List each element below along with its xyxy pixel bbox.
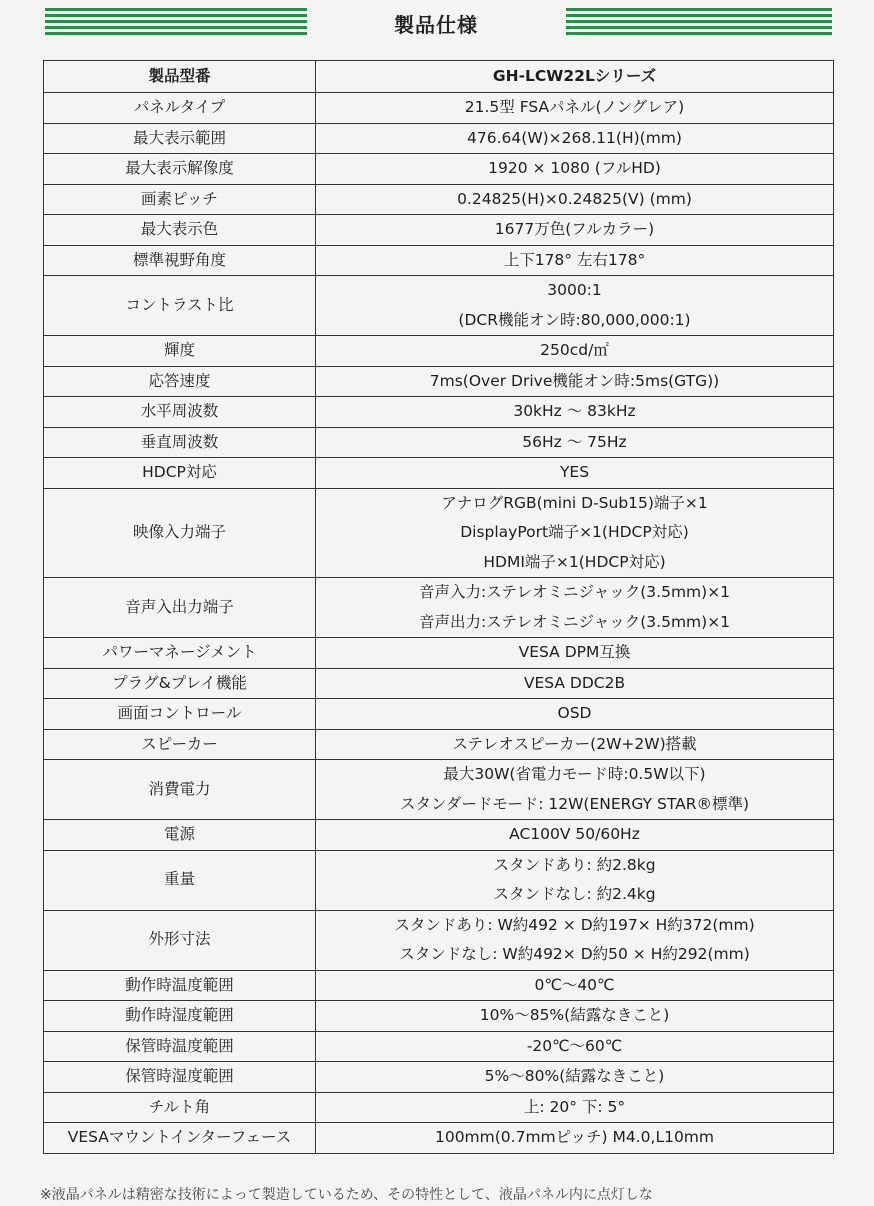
spec-value: [316, 1123, 834, 1154]
spec-row: [44, 699, 834, 730]
spec-value-line: DisplayPort端子×1(HDCP対応): [460, 523, 689, 541]
spec-label: 保管時湿度範囲: [44, 1062, 316, 1093]
spec-value-line: 30kHz ～ 83kHz: [513, 402, 636, 420]
spec-row: [44, 458, 834, 489]
spec-value: [316, 699, 834, 730]
spec-value-line: VESA DPM互換: [518, 643, 631, 661]
spec-value-line: 最大30W(省電力モード時:0.5W以下): [443, 765, 706, 783]
spec-row: [44, 184, 834, 215]
spec-value: [316, 668, 834, 699]
spec-row: [44, 1031, 834, 1062]
spec-value-line: スタンドなし: W約492× D約50 × H約292(mm): [399, 945, 750, 963]
spec-value-line: 21.5型 FSAパネル(ノングレア): [464, 98, 685, 116]
spec-value: [316, 1092, 834, 1123]
spec-value-line: AC100V 50/60Hz: [509, 825, 640, 843]
spec-row: [44, 397, 834, 428]
spec-value-line: スタンドあり: W約492 × D約197× H約372(mm): [394, 915, 755, 934]
model-number-label: 製品型番: [44, 61, 316, 93]
spec-label: VESAマウントインターフェース: [44, 1123, 316, 1154]
spec-value: [316, 578, 834, 638]
spec-value-line: スタンダードモード: 12W(ENERGY STAR®標準): [399, 794, 750, 813]
spec-value-line: 56Hz ～ 75Hz: [522, 432, 627, 451]
spec-value-line: VESA DDC2B: [523, 673, 626, 692]
spec-value-line: 0.24825(H)×0.24825(V) (mm): [457, 189, 692, 208]
spec-value-line: スタンドなし: 約2.4kg: [493, 885, 656, 903]
spec-row: [44, 93, 834, 124]
spec-value-line: YES: [559, 463, 590, 481]
spec-row: [44, 638, 834, 669]
spec-value-line: 3000:1: [547, 281, 602, 299]
header-stripe-right: [566, 8, 832, 38]
spec-value: [316, 458, 834, 489]
spec-value-line: (DCR機能オン時:80,000,000:1): [458, 310, 691, 329]
spec-label: パワーマネージメント: [44, 638, 316, 669]
spec-value: [316, 729, 834, 760]
spec-value: [316, 1031, 834, 1062]
spec-label: 映像入力端子: [44, 488, 316, 578]
spec-label: 電源: [44, 820, 316, 851]
spec-value: [316, 154, 834, 185]
spec-label: 重量: [44, 850, 316, 910]
spec-value: [316, 1062, 834, 1093]
spec-label: 最大表示範囲: [44, 123, 316, 154]
spec-row: [44, 910, 834, 970]
spec-row: [44, 276, 834, 336]
spec-value: [316, 488, 834, 578]
spec-label: 水平周波数: [44, 397, 316, 428]
spec-value: [316, 1001, 834, 1032]
spec-value: [316, 638, 834, 669]
spec-value: [316, 276, 834, 336]
spec-label: 動作時温度範囲: [44, 970, 316, 1001]
spec-value: [316, 427, 834, 458]
spec-value-line: 上下178° 左右178°: [503, 250, 646, 269]
page-title: 製品仕様: [394, 13, 478, 37]
footnote: ※液晶パネルは精密な技術によって製造しているため、その特性として、液晶パネル内に点灯しな: [40, 1187, 653, 1203]
spec-label: チルト角: [44, 1092, 316, 1123]
spec-value: [316, 850, 834, 910]
spec-label: 応答速度: [44, 366, 316, 397]
spec-row: [44, 366, 834, 397]
spec-label: コントラスト比: [44, 276, 316, 336]
spec-label: プラグ&プレイ機能: [44, 668, 316, 699]
spec-row: [44, 245, 834, 276]
spec-value-line: 7ms(Over Drive機能オン時:5ms(GTG)): [429, 371, 720, 390]
spec-value-line: 1920 × 1080 (フルHD): [488, 159, 661, 177]
spec-value-line: HDMI端子×1(HDCP対応): [483, 552, 666, 571]
spec-row: [44, 488, 834, 578]
spec-label: 音声入出力端子: [44, 578, 316, 638]
spec-value-line: 音声入力:ステレオミニジャック(3.5mm)×1: [418, 583, 731, 601]
spec-row: [44, 578, 834, 638]
spec-row: [44, 1001, 834, 1032]
spec-label: 画面コントロール: [44, 699, 316, 730]
spec-value-line: 1677万色(フルカラー): [494, 220, 655, 238]
spec-value: [316, 910, 834, 970]
spec-value: [316, 184, 834, 215]
spec-label: 画素ピッチ: [44, 184, 316, 215]
spec-row: [44, 123, 834, 154]
spec-value-line: 476.64(W)×268.11(H)(mm): [467, 128, 682, 147]
spec-value: [316, 820, 834, 851]
spec-label: 最大表示解像度: [44, 154, 316, 185]
spec-label: HDCP対応: [44, 458, 316, 489]
spec-label: 外形寸法: [44, 910, 316, 970]
spec-label: 標準視野角度: [44, 245, 316, 276]
spec-row: [44, 668, 834, 699]
spec-value: [316, 397, 834, 428]
spec-label: スピーカー: [44, 729, 316, 760]
spec-row: [44, 215, 834, 246]
spec-value-line: 0℃～40℃: [534, 975, 615, 994]
spec-value-line: -20℃～60℃: [526, 1036, 623, 1055]
spec-table: [43, 60, 834, 1154]
spec-value: [316, 366, 834, 397]
spec-value: [316, 970, 834, 1001]
spec-value-line: ステレオスピーカー(2W+2W)搭載: [452, 734, 697, 753]
spec-value-line: 100mm(0.7mmピッチ) M4.0,L10mm: [434, 1128, 715, 1146]
spec-row: [44, 760, 834, 820]
spec-row: [44, 1123, 834, 1154]
spec-label: 垂直周波数: [44, 427, 316, 458]
spec-label: 動作時湿度範囲: [44, 1001, 316, 1032]
spec-row: [44, 729, 834, 760]
spec-row: [44, 1092, 834, 1123]
spec-row: [44, 820, 834, 851]
spec-label: パネルタイプ: [44, 93, 316, 124]
spec-row: [44, 427, 834, 458]
spec-label: 消費電力: [44, 760, 316, 820]
spec-value: [316, 245, 834, 276]
spec-value: [316, 760, 834, 820]
model-number-value: GH-LCW22Lシリーズ: [316, 61, 834, 93]
spec-header-row: [44, 61, 834, 93]
spec-value-line: 5%～80%(結露なきこと): [484, 1067, 665, 1085]
header-stripe-left: [45, 8, 307, 38]
spec-label: 輝度: [44, 336, 316, 367]
spec-value-line: 10%～85%(結露なきこと): [479, 1006, 670, 1024]
spec-label: 保管時温度範囲: [44, 1031, 316, 1062]
spec-label: 最大表示色: [44, 215, 316, 246]
spec-value-line: アナログRGB(mini D-Sub15)端子×1: [441, 493, 708, 512]
spec-value-line: 音声出力:ステレオミニジャック(3.5mm)×1: [418, 612, 731, 631]
spec-row: [44, 1062, 834, 1093]
spec-row: [44, 850, 834, 910]
spec-row: [44, 154, 834, 185]
spec-value: [316, 215, 834, 246]
spec-value-line: 250cd/㎡: [540, 341, 609, 359]
spec-value: [316, 336, 834, 367]
spec-value: [316, 93, 834, 124]
spec-value-line: OSD: [557, 704, 592, 722]
spec-row: [44, 336, 834, 367]
spec-value: [316, 123, 834, 154]
spec-value-line: スタンドあり: 約2.8kg: [493, 855, 656, 874]
spec-row: [44, 970, 834, 1001]
spec-value-line: 上: 20° 下: 5°: [523, 1097, 626, 1116]
